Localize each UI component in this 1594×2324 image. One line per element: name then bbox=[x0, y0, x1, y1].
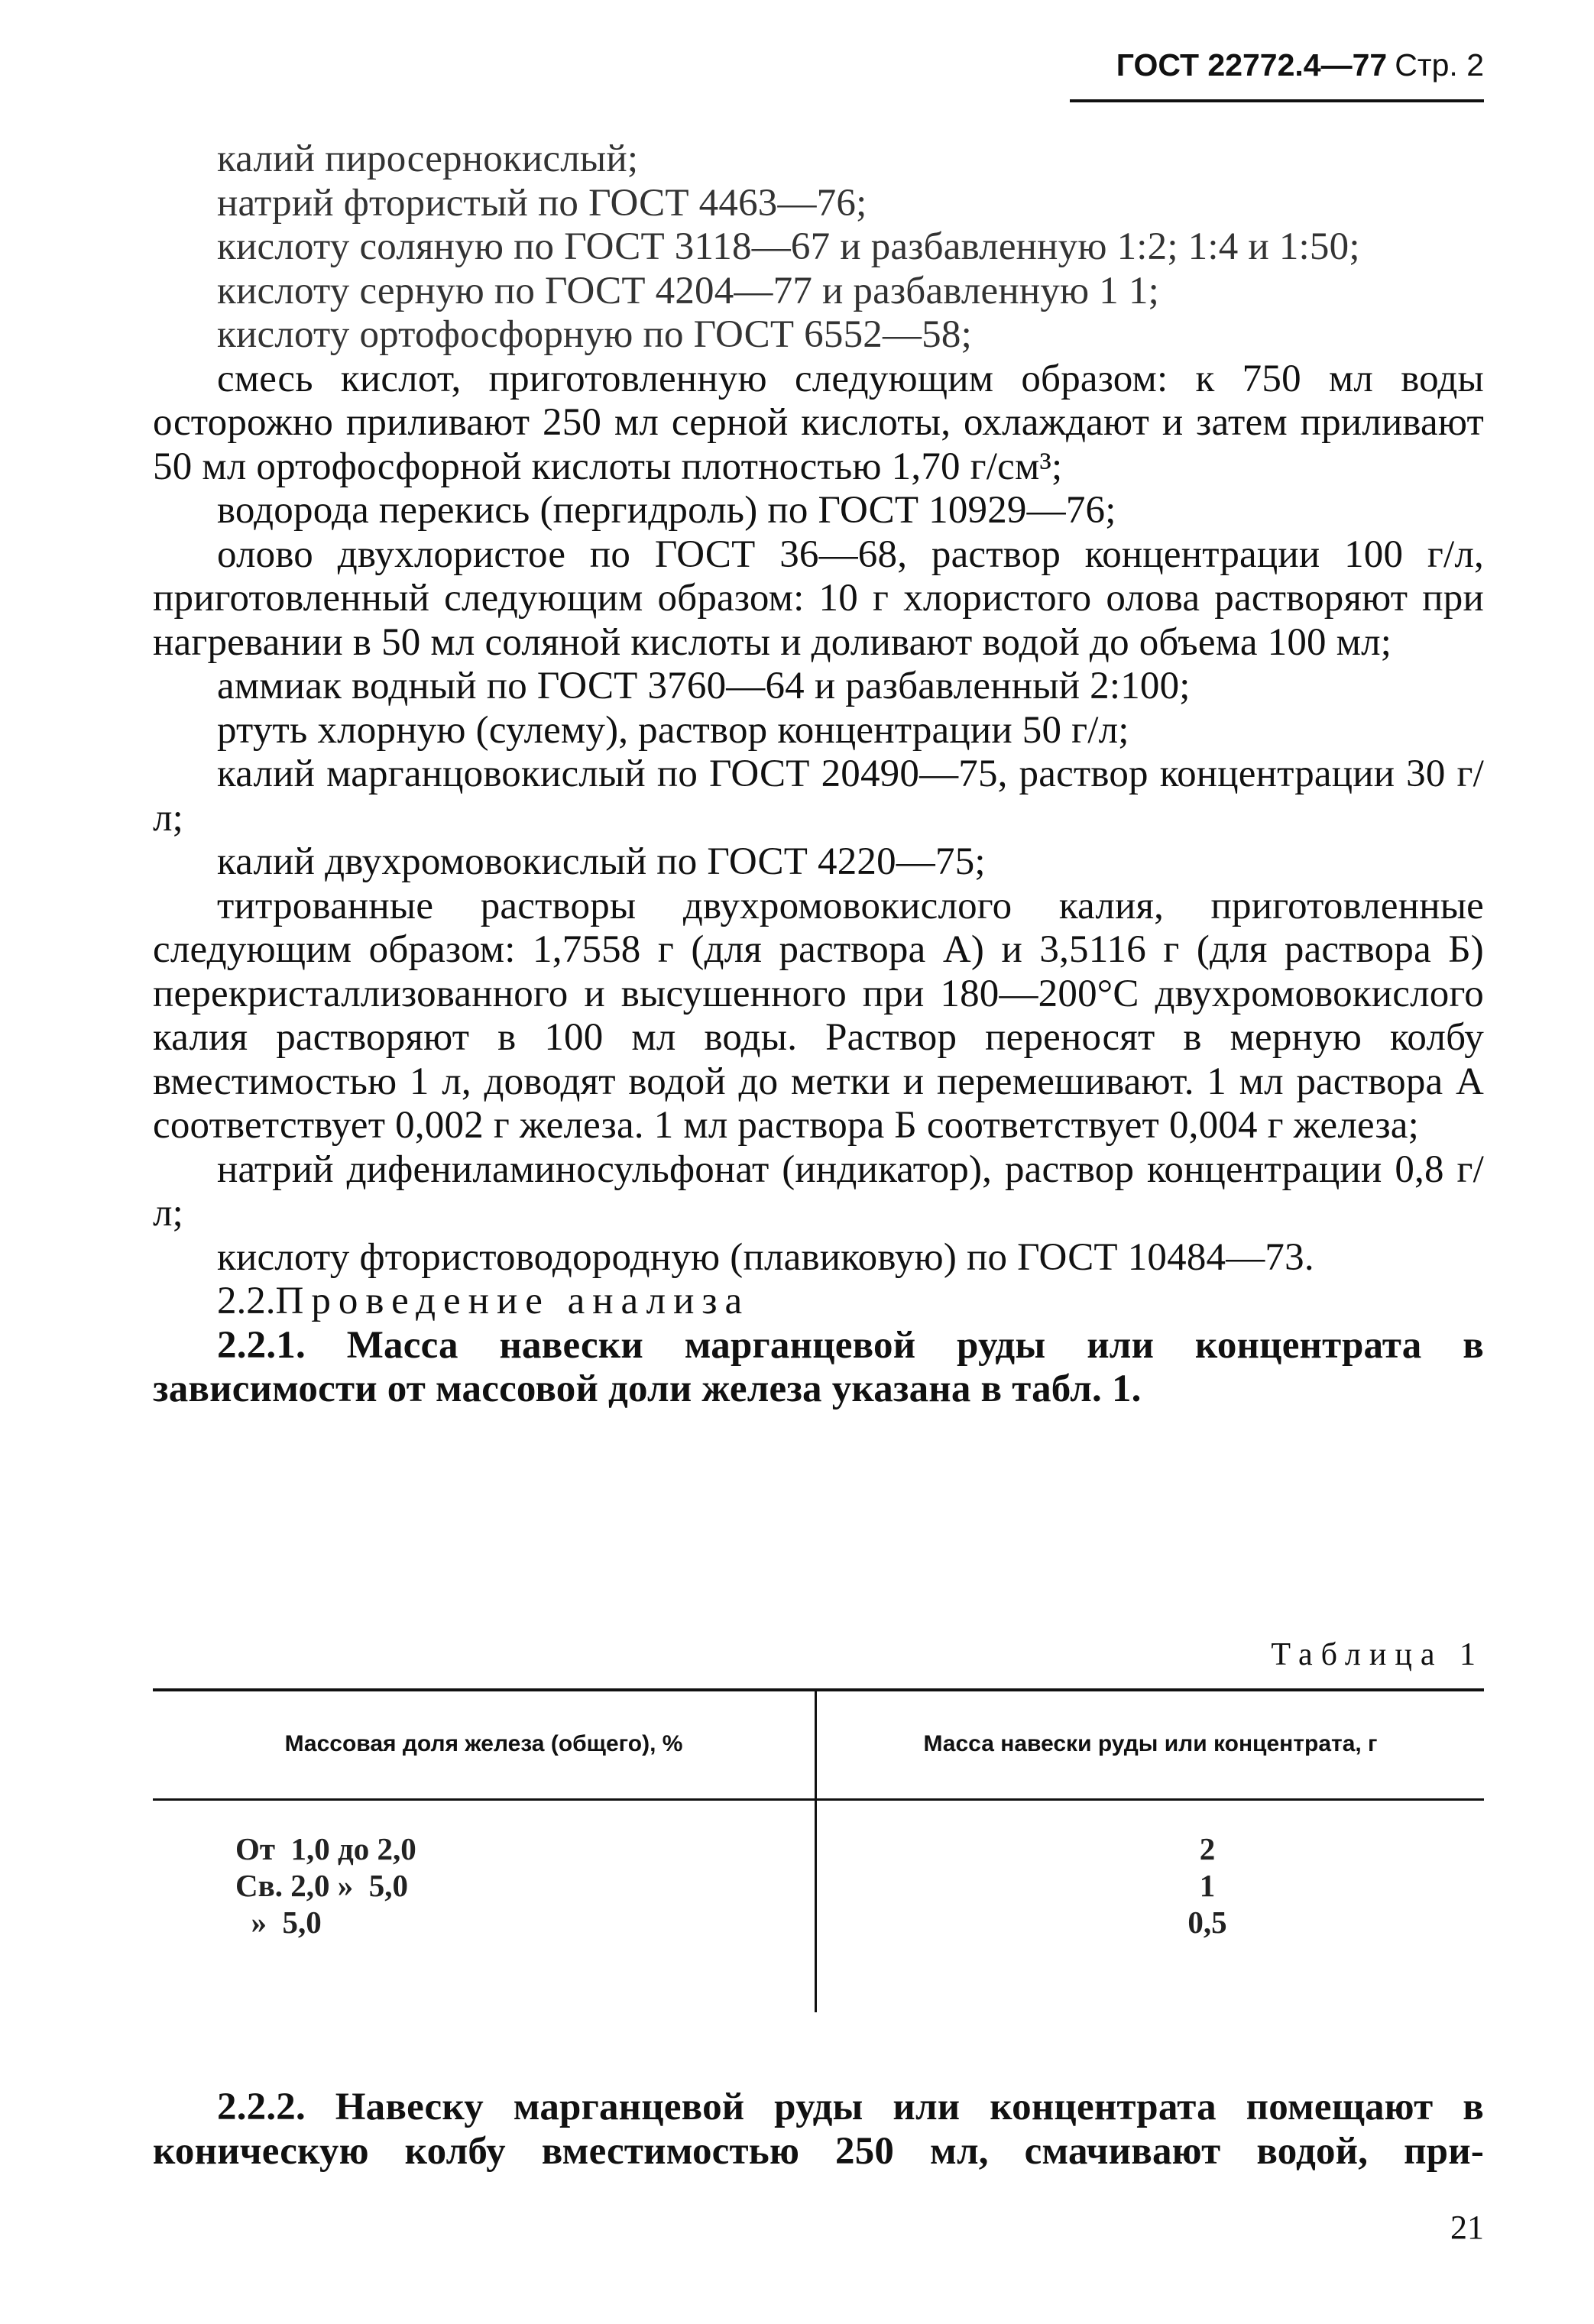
reagent-item: калий марганцовокислый по ГОСТ 20490—75, раствор концентрации 30 г/л; bbox=[153, 753, 1484, 840]
table-cell: 0,5 bbox=[1187, 1905, 1227, 1940]
page-header bbox=[1077, 47, 1484, 101]
reagent-item: калий двухромовокислый по ГОСТ 4220—75; bbox=[217, 840, 986, 883]
section-heading bbox=[153, 1280, 1484, 1324]
table-cell: 1 bbox=[1199, 1868, 1216, 1903]
table-header-rule bbox=[153, 1798, 1484, 1801]
reagent-item: олово двухлористое по ГОСТ 36—68, раствор концентрации 100 г/л, приготовленный следующим образом: 10 г хлористого олова растворяют при нагревании в 50 мл соляной кислоты и доливают водой до объема 100 мл; bbox=[153, 532, 1484, 664]
table-cell: Св. 2,0 » 5,0 bbox=[235, 1868, 409, 1903]
reagent-item: калий пиросернокислый; bbox=[217, 138, 639, 180]
reagent-item: кислоту серную по ГОСТ 4204—77 и разбавленную 1 1; bbox=[217, 269, 1160, 312]
section-title: Проведение анализа bbox=[275, 1280, 750, 1322]
column-header-sample-mass: Масса навески руды или концентрата, г bbox=[923, 1731, 1378, 1756]
table-cell: » 5,0 bbox=[235, 1905, 322, 1940]
document-body bbox=[153, 138, 1484, 1412]
clause-2-2-1: 2.2.1. Масса навески марганцевой руды или концентрата в зависимости от массовой доли железа указана в табл. 1. bbox=[153, 1323, 1484, 1410]
reagent-item: натрий дифениламиносульфонат (индикатор), раствор концентрации 0,8 г/л; bbox=[153, 1147, 1484, 1235]
table-caption: Таблица 1 bbox=[1271, 1637, 1484, 1672]
page-number: 21 bbox=[1450, 2209, 1484, 2246]
header-rule bbox=[1070, 99, 1484, 102]
table-cell: 2 bbox=[1199, 1831, 1216, 1866]
reagent-item: аммиак водный по ГОСТ 3760—64 и разбавленный 2:100; bbox=[217, 665, 1191, 707]
reagent-item: смесь кислот, приготовленную следующим образом: к 750 мл воды осторожно приливают 250 мл серной кислоты, охлаждают и затем приливают 50 мл ортофосфорной кислоты плотностью 1,70 г/см³; bbox=[153, 357, 1484, 488]
table-cell: От 1,0 до 2,0 bbox=[235, 1831, 416, 1866]
reagent-item: ртуть хлорную (сулему), раствор концентрации 50 г/л; bbox=[217, 708, 1129, 752]
reagent-item: водорода перекись (пергидроль) по ГОСТ 10929—76; bbox=[217, 489, 1116, 532]
reagent-item: натрий фтористый по ГОСТ 4463—76; bbox=[217, 181, 867, 225]
table-top-rule bbox=[153, 1688, 1484, 1691]
reagent-item: титрованные растворы двухромовокислого калия, приготовленные следующим образом: 1,7558 г (для раствора А) и 3,5116 г (для раствора Б) перекристаллизованного и высушенного при 180—200°С двухромовокислого калия растворяют в 100 мл воды. Раствор переносят в мерную колбу вместимостью 1 л, доводят водой до метки и перемешивают. 1 мл раствора А соответствует 0,002 г железа. 1 мл раствора Б соответствует 0,004 г железа; bbox=[153, 884, 1484, 1147]
reagent-item: кислоту фтористоводородную (плавиковую) по ГОСТ 10484—73. bbox=[217, 1235, 1314, 1279]
page-label: Стр. 2 bbox=[1395, 47, 1484, 83]
section-number: 2.2. bbox=[217, 1280, 276, 1322]
reagent-item: кислоту ортофосфорную по ГОСТ 6552—58; bbox=[217, 313, 972, 356]
after-table-text bbox=[153, 2086, 1484, 2173]
clause-2-2-2: 2.2.2. Навеску марганцевой руды или концентрата помещают в коническую колбу вместимостью 250 мл, смачивают водой, при- bbox=[153, 2086, 1484, 2173]
table-1 bbox=[153, 1688, 1484, 2032]
table-column-right bbox=[1161, 1830, 1253, 1940]
table-column-left bbox=[235, 1830, 416, 1940]
reagent-item: кислоту соляную по ГОСТ 3118—67 и разбавленную 1:2; 1:4 и 1:50; bbox=[217, 225, 1360, 268]
standard-number: ГОСТ 22772.4—77 bbox=[1116, 47, 1388, 83]
column-header-iron-fraction: Массовая доля железа (общего), % bbox=[284, 1731, 683, 1756]
